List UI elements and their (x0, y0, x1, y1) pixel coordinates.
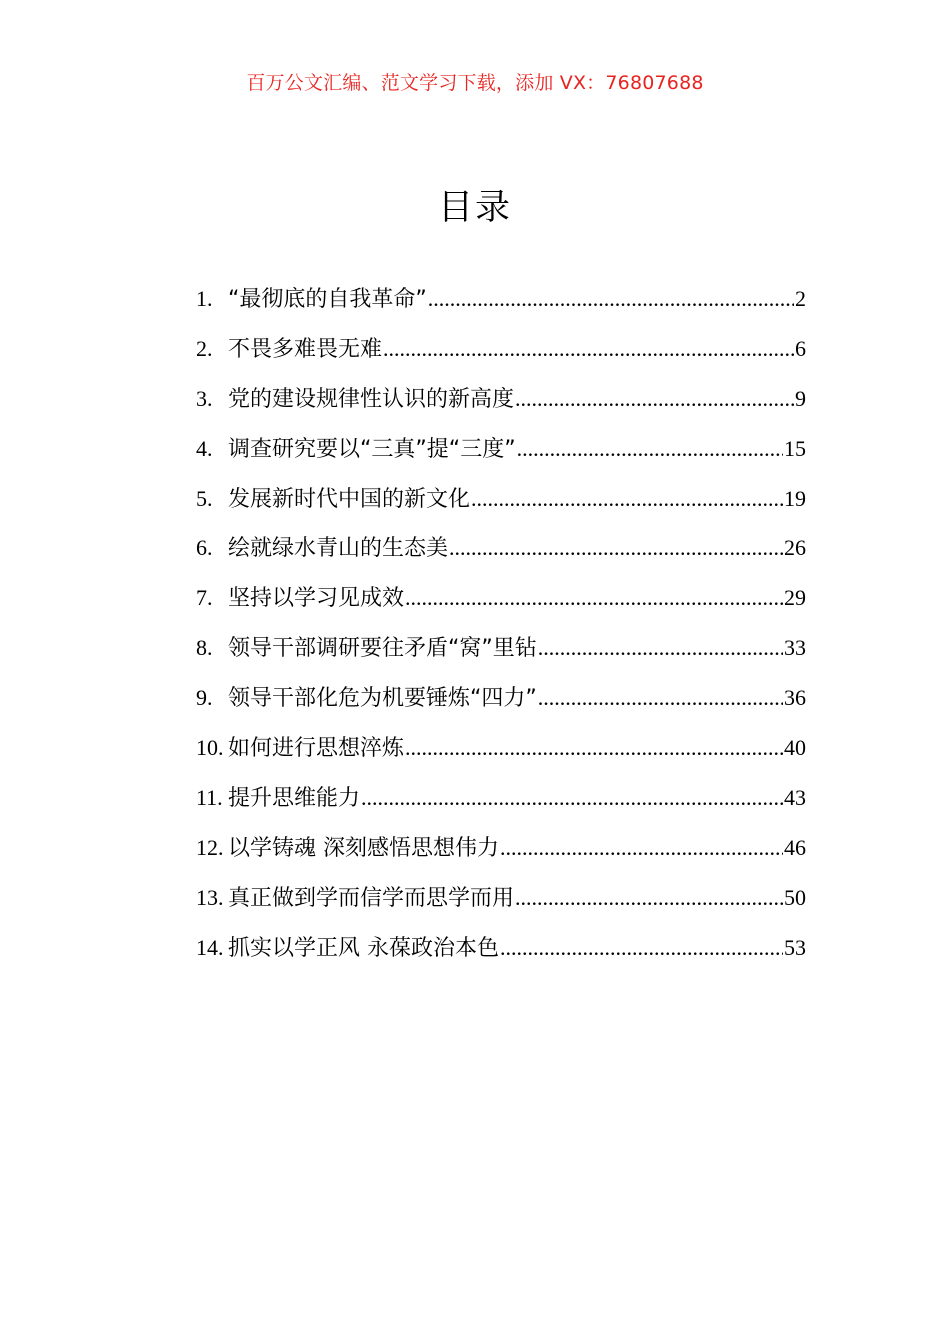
toc-entry-number: 10. (196, 735, 224, 761)
toc-entry-number: 4. (196, 435, 213, 461)
toc-leader-dots (515, 885, 783, 911)
header-note: 百万公文汇编、范文学习下载，添加 VX：76807688 (246, 72, 704, 94)
toc-list (196, 282, 806, 980)
toc-entry-number: 14. (196, 934, 224, 960)
toc-entry-number: 8. (196, 635, 213, 661)
toc-leader-dots (405, 735, 783, 761)
toc-entry-number: 3. (196, 385, 213, 411)
toc-entry-page: 50 (784, 884, 806, 910)
toc-entry-number: 2. (196, 335, 213, 361)
toc-leader-dots (471, 486, 783, 512)
toc-entry-13[interactable] (196, 881, 806, 931)
toc-entry-2[interactable] (196, 332, 806, 382)
toc-entry-9[interactable] (196, 681, 806, 731)
toc-entry-page: 33 (784, 635, 806, 661)
toc-leader-dots (517, 436, 783, 462)
toc-entry-number: 9. (196, 685, 213, 711)
toc-leader-dots (383, 336, 794, 362)
toc-entry-title: “最彻底的自我革命” (228, 287, 427, 312)
toc-entry-page: 29 (784, 585, 806, 611)
toc-entry-number: 5. (196, 485, 213, 511)
toc-entry-12[interactable] (196, 831, 806, 881)
toc-entry-4[interactable] (196, 432, 806, 482)
toc-entry-number: 11. (196, 784, 223, 810)
toc-entry-page: 53 (784, 934, 806, 960)
toc-entry-page: 19 (784, 485, 806, 511)
toc-entry-10[interactable] (196, 731, 806, 781)
toc-entry-page: 6 (795, 335, 806, 361)
toc-entry-title: 以学铸魂 深刻感悟思想伟力 (228, 835, 499, 861)
toc-entry-number: 7. (196, 585, 213, 611)
toc-entry-title: 发展新时代中国的新文化 (228, 486, 471, 512)
toc-entry-title: 领导干部化危为机要锤炼“四力” (228, 686, 537, 712)
toc-entry-8[interactable] (196, 631, 806, 681)
toc-title: 目录 (437, 188, 512, 228)
toc-entry-5[interactable] (196, 482, 806, 532)
toc-entry-number: 12. (196, 834, 224, 860)
toc-entry-title: 绘就绿水青山的生态美 (228, 536, 449, 562)
toc-entry-title: 如何进行思想淬炼 (228, 736, 405, 762)
toc-leader-dots (500, 935, 783, 961)
toc-entry-title: 提升思维能力 (228, 785, 361, 811)
toc-entry-title: 党的建设规律性认识的新高度 (228, 386, 515, 412)
toc-leader-dots (361, 785, 783, 811)
toc-leader-dots (405, 585, 783, 611)
toc-entry-number: 1. (196, 286, 213, 311)
toc-entry-title: 抓实以学正风 永葆政治本色 (228, 935, 499, 961)
toc-entry-page: 43 (784, 784, 806, 810)
toc-entry-11[interactable] (196, 781, 806, 831)
toc-leader-dots (538, 635, 783, 661)
toc-entry-14[interactable] (196, 931, 806, 981)
toc-leader-dots (428, 286, 794, 312)
toc-entry-title: 不畏多难畏无难 (228, 336, 383, 362)
toc-entry-page: 9 (795, 385, 806, 411)
toc-entry-page: 26 (784, 535, 806, 561)
toc-entry-page: 36 (784, 685, 806, 711)
toc-entry-number: 13. (196, 884, 224, 910)
toc-entry-1[interactable] (196, 282, 806, 332)
toc-entry-3[interactable] (196, 382, 806, 432)
toc-leader-dots (500, 835, 783, 861)
toc-entry-number: 6. (196, 535, 213, 561)
toc-entry-title: 领导干部调研要往矛盾“窝”里钻 (228, 636, 537, 662)
toc-entry-title: 真正做到学而信学而思学而用 (228, 885, 515, 911)
toc-entry-page: 46 (784, 834, 806, 860)
toc-entry-page: 40 (784, 735, 806, 761)
toc-entry-title: 调查研究要以“三真”提“三度” (228, 436, 516, 462)
toc-entry-7[interactable] (196, 581, 806, 631)
toc-leader-dots (515, 386, 794, 412)
toc-entry-title: 坚持以学习见成效 (228, 586, 405, 612)
toc-leader-dots (449, 535, 783, 561)
toc-entry-page: 15 (784, 435, 806, 461)
toc-entry-6[interactable] (196, 531, 806, 581)
toc-entry-page: 2 (795, 286, 806, 311)
toc-leader-dots (538, 685, 783, 711)
